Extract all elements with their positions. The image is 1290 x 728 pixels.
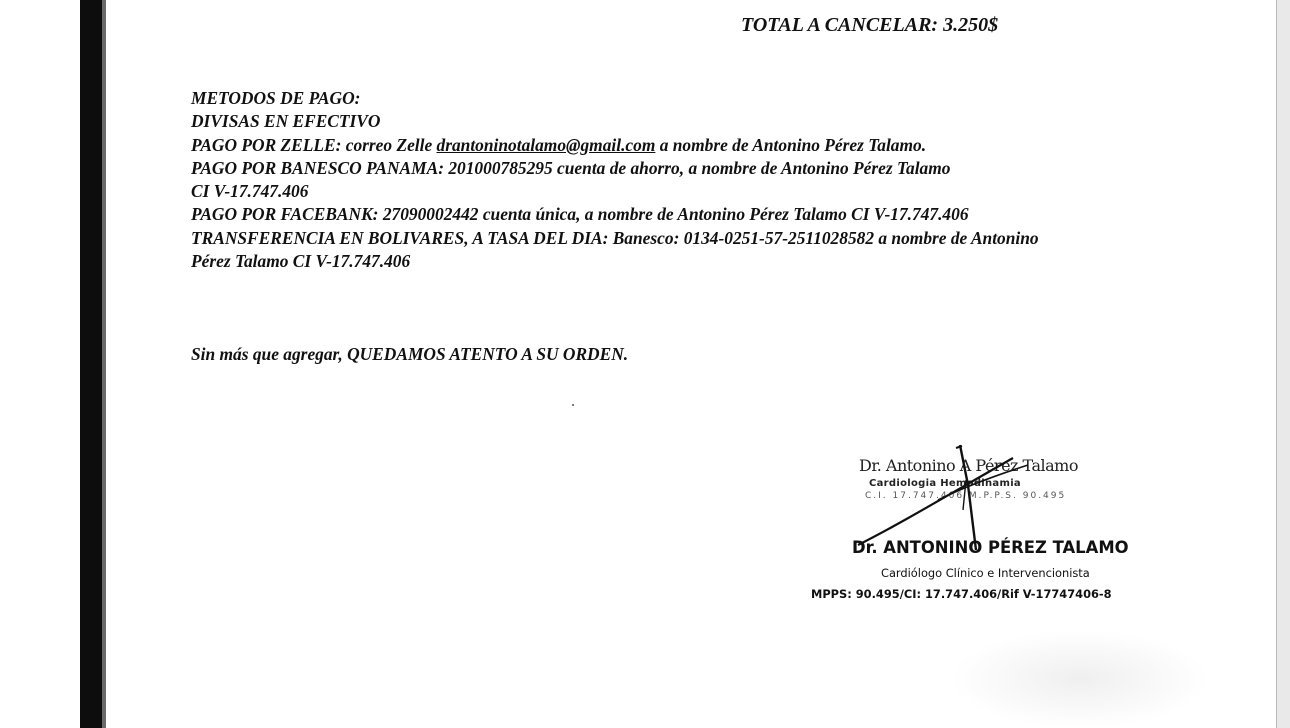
payment-method-facebank: PAGO POR FACEBANK: 27090002442 cuenta única, a nombre de Antonino Pérez Talamo CI V-17.747.406 [191,204,969,225]
scan-left-border [80,0,102,728]
zelle-prefix: PAGO POR ZELLE: correo Zelle [191,134,437,155]
payment-method-zelle [191,134,1151,157]
scan-speck [572,404,574,406]
payment-method-transfer: TRANSFERENCIA EN BOLIVARES, A TASA DEL DIA: Banesco: 0134-0251-57-2511028582 a nombre de Antonino [191,227,1039,248]
stamp-specialty: Cardiologia Hemodinamia [869,478,1021,489]
stamp-name: Dr. Antonino A Pérez Talamo [859,456,1078,475]
zelle-suffix: a nombre de Antonino Pérez Talamo. [655,134,927,155]
stamp-registration: C.I. 17.747.406 M.P.P.S. 90.495 [865,491,1067,501]
scan-left-border-shadow [102,0,106,728]
payment-methods-section [191,87,1151,273]
signatory-title: Cardiólogo Clínico e Intervencionista [881,566,1090,580]
payment-method-banesco-panama: PAGO POR BANESCO PANAMA: 201000785295 cuenta de ahorro, a nombre de Antonino Pérez Talamo [191,157,951,178]
page-right-edge [1277,0,1290,728]
payment-method-transfer-ci: Pérez Talamo CI V-17.747.406 [191,251,411,272]
signatory-name: Dr. ANTONINO PÉREZ TALAMO [852,538,1129,557]
signatory-registration: MPPS: 90.495/CI: 17.747.406/Rif V-17747406-8 [811,587,1112,601]
payment-method-banesco-panama-ci: CI V-17.747.406 [191,181,309,202]
total-amount: TOTAL A CANCELAR: 3.250$ [741,14,999,36]
scan-smudge [950,630,1210,728]
closing-statement: Sin más que agregar, QUEDAMOS ATENTO A SU ORDEN. [191,344,629,364]
payment-methods-heading: METODOS DE PAGO: [191,88,361,108]
zelle-email-link[interactable]: drantoninotalamo@gmail.com [436,134,656,155]
payment-method-cash: DIVISAS EN EFECTIVO [191,111,381,132]
